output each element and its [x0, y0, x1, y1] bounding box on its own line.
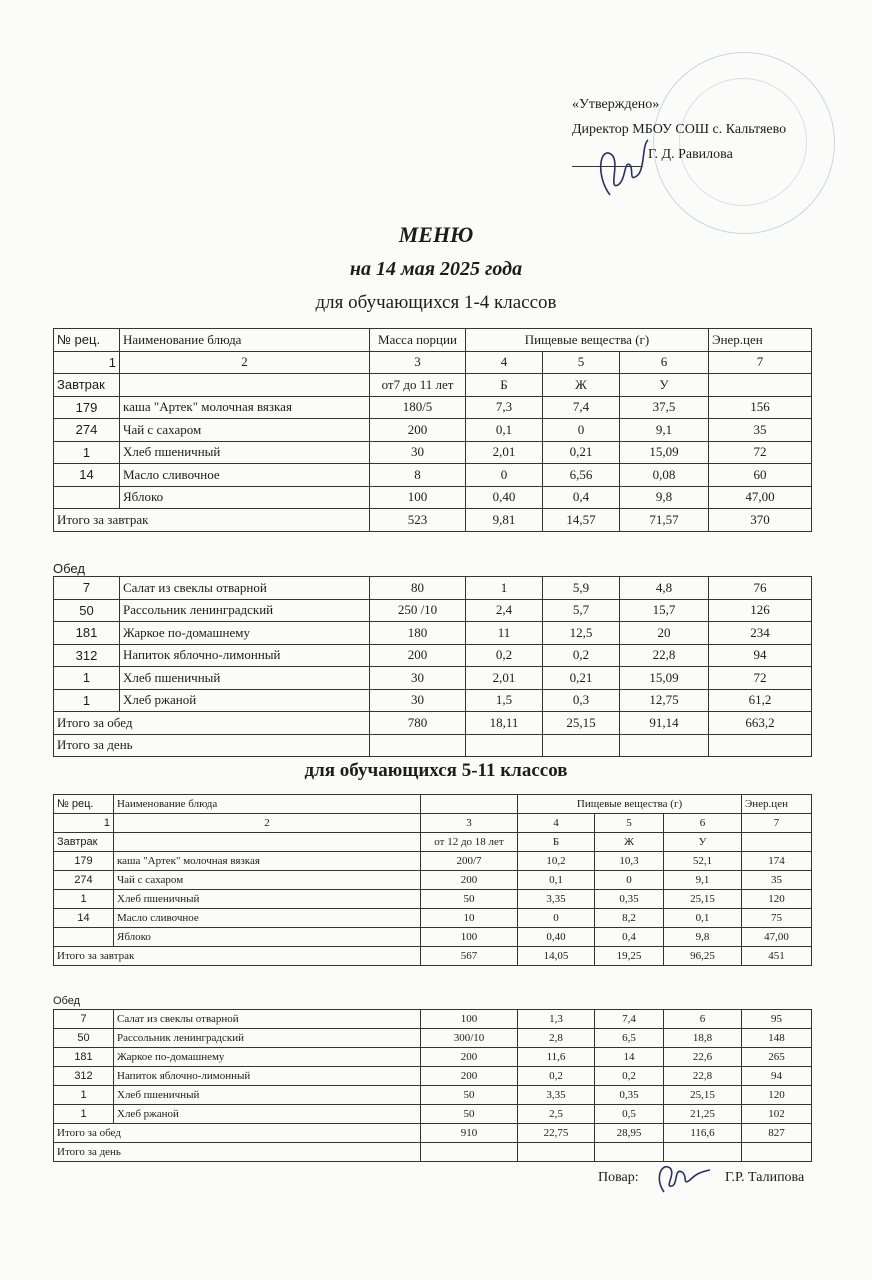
col-header-energy: Энер.цен — [709, 329, 812, 352]
meal-label-breakfast: Завтрак — [54, 833, 114, 852]
day-total-row: Итого за день — [54, 1143, 812, 1162]
table-row: 50 Рассольник ленинградский 300/10 2,8 6,5 18,8 148 — [54, 1029, 812, 1048]
breakfast-total-row: Итого за завтрак 567 14,05 19,25 96,25 451 — [54, 947, 812, 966]
table-row: 1 Хлеб пшеничный 30 2,01 0,21 15,09 72 — [54, 667, 812, 690]
approval-heading: «Утверждено» — [572, 97, 660, 112]
col-number: 5 — [595, 814, 664, 833]
day-total-row: Итого за день — [54, 734, 812, 757]
col-header-name: Наименование блюда — [120, 329, 370, 352]
breakfast-total-row: Итого за завтрак 523 9,81 14,57 71,57 370 — [54, 509, 812, 532]
nutrient-carbs: У — [664, 833, 742, 852]
table-row: 1 Хлеб пшеничный 50 3,35 0,35 25,15 120 — [54, 890, 812, 909]
col-number: 4 — [518, 814, 595, 833]
col-number: 1 — [54, 351, 120, 374]
nutrient-protein: Б — [518, 833, 595, 852]
col-header-energy: Энер.цен — [742, 795, 812, 814]
table-row: 1 Хлеб ржаной 50 2,5 0,5 21,25 102 — [54, 1105, 812, 1124]
section2-subtitle: для обучающихся 5-11 классов — [304, 760, 568, 781]
table-row: Яблоко 100 0,40 0,4 9,8 47,00 — [54, 928, 812, 947]
meal-label-breakfast: Завтрак — [54, 374, 120, 397]
age-range: от 12 до 18 лет — [421, 833, 518, 852]
col-number: 7 — [742, 814, 812, 833]
approval-position: Директор МБОУ СОШ с. Кальтяево — [572, 122, 787, 137]
director-signature-icon — [590, 135, 650, 205]
col-number: 6 — [664, 814, 742, 833]
nutrient-fat: Ж — [543, 374, 620, 397]
nutrient-fat: Ж — [595, 833, 664, 852]
col-number: 2 — [114, 814, 421, 833]
table-row: 14 Масло сливочное 8 0 6,56 0,08 60 — [54, 464, 812, 487]
col-number: 7 — [709, 351, 812, 374]
col-header-name: Наименование блюда — [114, 795, 421, 814]
section1-breakfast-table — [53, 328, 812, 532]
meal-label-lunch: Обед — [53, 995, 81, 1007]
table-row: 1 Хлеб пшеничный 50 3,35 0,35 25,15 120 — [54, 1086, 812, 1105]
approval-name: Г. Д. Равилова — [648, 147, 733, 162]
age-range: от7 до 11 лет — [370, 374, 466, 397]
nutrient-carbs: У — [620, 374, 709, 397]
table-row: 274 Чай с сахаром 200 0,1 0 9,1 35 — [54, 419, 812, 442]
page-title: МЕНЮ — [398, 222, 474, 247]
lunch-total-row: Итого за обед 780 18,11 25,15 91,14 663,2 — [54, 712, 812, 735]
table-row: 179 каша "Артек" молочная вязкая 200/7 10,2 10,3 52,1 174 — [54, 852, 812, 871]
table-row: 1 Хлеб пшеничный 30 2,01 0,21 15,09 72 — [54, 441, 812, 464]
col-number: 3 — [370, 351, 466, 374]
col-number: 2 — [120, 351, 370, 374]
table-row: 50 Рассольник ленинградский 250 /10 2,4 5,7 15,7 126 — [54, 599, 812, 622]
table-row: 181 Жаркое по-домашнему 180 11 12,5 20 234 — [54, 622, 812, 645]
section2-breakfast-table — [53, 794, 812, 966]
cook-label: Повар: — [598, 1170, 639, 1185]
col-header-nutrients: Пищевые вещества (г) — [518, 795, 742, 814]
table-row: 1 Хлеб ржаной 30 1,5 0,3 12,75 61,2 — [54, 689, 812, 712]
menu-date: на 14 мая 2025 года — [349, 258, 523, 280]
table-row: 179 каша "Артек" молочная вязкая 180/5 7,3 7,4 37,5 156 — [54, 396, 812, 419]
table-row: Яблоко 100 0,40 0,4 9,8 47,00 — [54, 486, 812, 509]
col-header-rec: № рец. — [54, 329, 120, 352]
lunch-total-row: Итого за обед 910 22,75 28,95 116,6 827 — [54, 1124, 812, 1143]
table-row: 7 Салат из свеклы отварной 80 1 5,9 4,8 76 — [54, 577, 812, 600]
table-row: 274 Чай с сахаром 200 0,1 0 9,1 35 — [54, 871, 812, 890]
table-row: 14 Масло сливочное 10 0 8,2 0,1 75 — [54, 909, 812, 928]
table-row: 181 Жаркое по-домашнему 200 11,6 14 22,6 265 — [54, 1048, 812, 1067]
section1-subtitle: для обучающихся 1-4 классов — [315, 292, 557, 313]
meal-label-lunch: Обед — [53, 561, 85, 576]
cook-name: Г.Р. Талипова — [725, 1170, 805, 1185]
table-row: 7 Салат из свеклы отварной 100 1,3 7,4 6 95 — [54, 1010, 812, 1029]
table-row: 312 Напиток яблочно-лимонный 200 0,2 0,2 22,8 94 — [54, 644, 812, 667]
col-number: 3 — [421, 814, 518, 833]
col-number: 4 — [466, 351, 543, 374]
col-header-rec: № рец. — [54, 795, 114, 814]
section1-lunch-table — [53, 576, 812, 757]
cook-signature-block — [598, 1170, 805, 1186]
cook-signature-icon — [652, 1158, 712, 1198]
col-header-nutrients: Пищевые вещества (г) — [466, 329, 709, 352]
section2-lunch-table — [53, 1009, 812, 1162]
nutrient-protein: Б — [466, 374, 543, 397]
table-row: 312 Напиток яблочно-лимонный 200 0,2 0,2 22,8 94 — [54, 1067, 812, 1086]
col-number: 6 — [620, 351, 709, 374]
col-header-mass: Масса порции — [370, 329, 466, 352]
col-header-mass — [421, 795, 518, 814]
col-number: 5 — [543, 351, 620, 374]
col-number: 1 — [54, 814, 114, 833]
